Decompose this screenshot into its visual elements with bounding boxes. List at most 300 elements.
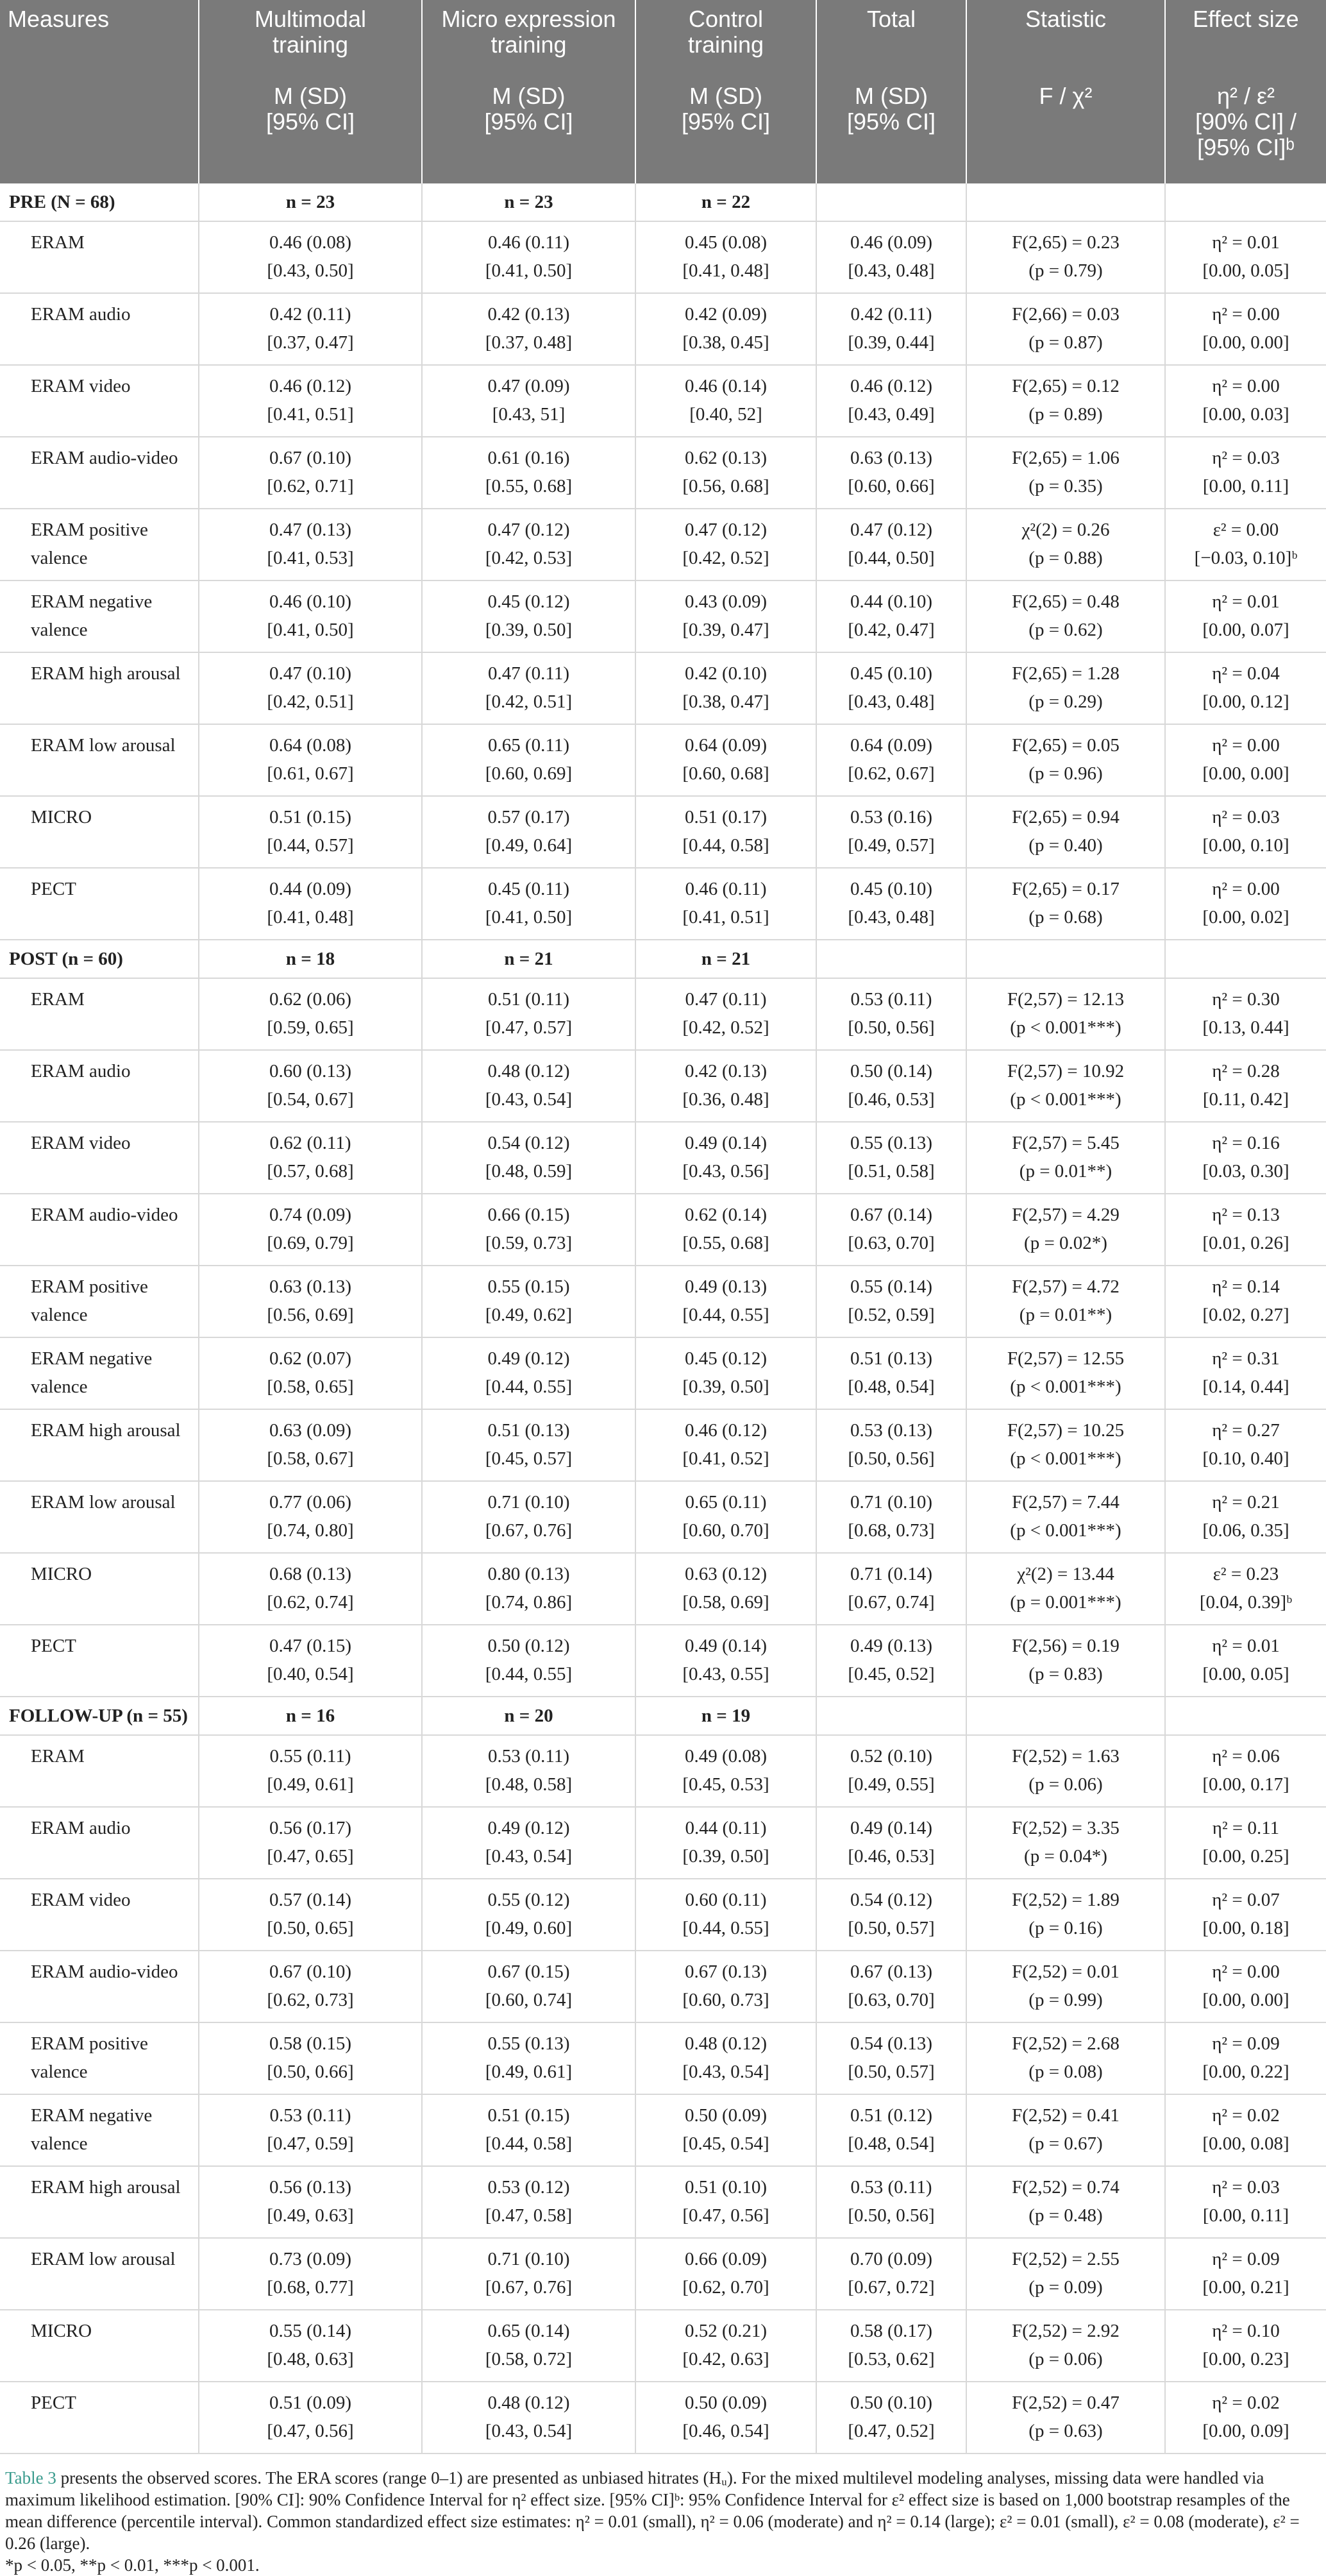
group-sample-size: n = 16 xyxy=(199,1697,422,1735)
cell-line: 0.77 (0.06) xyxy=(269,1492,352,1513)
cell-line: [0.42, 0.53] xyxy=(485,548,573,568)
control-cell xyxy=(635,2310,816,2382)
total-cell xyxy=(816,293,966,365)
table-body xyxy=(0,183,1326,2453)
empty-cell xyxy=(966,183,1165,221)
cell-line: [0.50, 0.57] xyxy=(848,2062,935,2082)
cell-line: [0.47, 0.59] xyxy=(267,2133,354,2154)
cell-line: [0.41, 0.50] xyxy=(267,620,354,640)
cell-line: [0.62, 0.67] xyxy=(848,763,935,784)
micro-cell xyxy=(422,293,635,365)
cell-line: η² = 0.16 xyxy=(1212,1133,1280,1153)
cell-line: 0.46 (0.11) xyxy=(685,879,767,899)
control-cell xyxy=(635,1409,816,1481)
cell-line: [0.44, 0.55] xyxy=(682,1305,769,1325)
cell-line: ERAM negative xyxy=(31,591,153,612)
cell-line: ERAM low arousal xyxy=(31,1492,176,1513)
cell-line: MICRO xyxy=(31,807,92,827)
cell-line: 0.62 (0.14) xyxy=(684,1205,768,1225)
micro-cell xyxy=(422,1553,635,1625)
stat-cell xyxy=(966,293,1165,365)
total-cell xyxy=(816,796,966,868)
cell-line: (p = 0.67) xyxy=(1028,2133,1103,2154)
column-header xyxy=(816,0,966,77)
cell-line: 0.49 (0.14) xyxy=(684,1133,768,1153)
cell-line: [0.54, 0.67] xyxy=(267,1089,354,1110)
cell-line: [0.48, 0.59] xyxy=(485,1161,573,1182)
cell-line: F(2,65) = 0.94 xyxy=(1012,807,1120,827)
cell-line: η² = 0.03 xyxy=(1212,807,1280,827)
cell-line: [0.43, 0.54] xyxy=(485,2421,573,2441)
cell-line: 0.53 (0.11) xyxy=(488,1746,569,1767)
cell-line: 0.54 (0.12) xyxy=(487,1133,570,1153)
cell-line: (p = 0.04*) xyxy=(1024,1846,1107,1867)
cell-line: F(2,65) = 0.12 xyxy=(1012,376,1120,396)
cell-line: ERAM high arousal xyxy=(31,1420,181,1441)
cell-line: [0.60, 0.68] xyxy=(682,763,769,784)
effect-cell xyxy=(1165,1625,1326,1697)
effect-cell xyxy=(1165,1879,1326,1951)
cell-line: (p = 0.89) xyxy=(1028,404,1103,425)
cell-line: (p < 0.001***) xyxy=(1010,1017,1121,1038)
cell-line: 0.47 (0.12) xyxy=(850,520,933,540)
cell-line: ERAM video xyxy=(31,1890,131,1910)
micro-cell xyxy=(422,2022,635,2094)
measure-name xyxy=(0,293,199,365)
cell-line xyxy=(31,759,194,788)
measure-name xyxy=(0,1481,199,1553)
cell-line: [0.41, 0.48] xyxy=(267,907,354,928)
effect-cell xyxy=(1165,796,1326,868)
cell-line: PECT xyxy=(31,2393,76,2413)
table-row xyxy=(0,652,1326,724)
group-sample-size: n = 22 xyxy=(635,183,816,221)
cell-line: [0.45, 0.54] xyxy=(682,2133,769,2154)
table-row xyxy=(0,1879,1326,1951)
cell-line: [0.43, 0.48] xyxy=(848,260,935,281)
cell-line: [0.43, 0.48] xyxy=(848,907,935,928)
cell-line: η² = 0.14 xyxy=(1212,1276,1280,1297)
effect-cell xyxy=(1165,1409,1326,1481)
cell-line: [0.49, 0.64] xyxy=(485,835,573,856)
column-subheader-label: [90% CI] / xyxy=(1195,108,1297,135)
total-cell xyxy=(816,1735,966,1807)
effect-cell xyxy=(1165,1951,1326,2022)
cell-line: η² = 0.01 xyxy=(1212,232,1280,253)
cell-line: [0.00, 0.11] xyxy=(1202,476,1289,496)
cell-line: F(2,52) = 1.89 xyxy=(1012,1890,1120,1910)
cell-line: (p = 0.63) xyxy=(1028,2421,1103,2441)
micro-cell xyxy=(422,1481,635,1553)
group-sample-size: n = 19 xyxy=(635,1697,816,1735)
cell-line: 0.64 (0.09) xyxy=(850,735,933,756)
cell-line: η² = 0.04 xyxy=(1212,663,1280,684)
cell-line: F(2,52) = 2.92 xyxy=(1012,2321,1120,2341)
cell-line: ERAM positive xyxy=(31,1276,148,1297)
table-row xyxy=(0,2166,1326,2238)
stat-cell xyxy=(966,978,1165,1050)
cell-line: η² = 0.10 xyxy=(1212,2321,1280,2341)
cell-line: [0.44, 0.50] xyxy=(848,548,935,568)
total-cell xyxy=(816,1879,966,1951)
cell-line: [0.14, 0.44] xyxy=(1202,1377,1289,1397)
cell-line: [0.47, 0.52] xyxy=(848,2421,935,2441)
cell-line: [0.42, 0.51] xyxy=(485,691,573,712)
cell-line: [0.48, 0.58] xyxy=(485,1774,573,1795)
table-row xyxy=(0,1266,1326,1337)
cell-line xyxy=(31,1157,194,1185)
cell-line: [0.55, 0.68] xyxy=(485,476,573,496)
cell-line xyxy=(31,1986,194,2014)
table-row xyxy=(0,293,1326,365)
stat-cell xyxy=(966,1122,1165,1194)
measure-name xyxy=(0,1951,199,2022)
cell-line: 0.51 (0.09) xyxy=(269,2393,352,2413)
cell-line: 0.62 (0.07) xyxy=(269,1348,352,1369)
table-row xyxy=(0,868,1326,940)
table-row xyxy=(0,978,1326,1050)
column-subheader-label: [95% CI] xyxy=(484,108,573,135)
group-sample-size: n = 21 xyxy=(422,940,635,978)
multi-cell xyxy=(199,1409,422,1481)
cell-line: 0.53 (0.11) xyxy=(850,2177,932,2198)
cell-line: 0.49 (0.14) xyxy=(684,1636,768,1656)
cell-line: [0.49, 0.62] xyxy=(485,1305,573,1325)
multi-cell xyxy=(199,293,422,365)
control-cell xyxy=(635,437,816,509)
multi-cell xyxy=(199,2166,422,2238)
effect-cell xyxy=(1165,365,1326,437)
multi-cell xyxy=(199,221,422,293)
multi-cell xyxy=(199,1266,422,1337)
cell-line: [0.48, 0.54] xyxy=(848,2133,935,2154)
cell-line: 0.62 (0.11) xyxy=(269,1133,351,1153)
control-cell xyxy=(635,1735,816,1807)
cell-line: (p = 0.09) xyxy=(1028,2277,1103,2298)
cell-line: [0.41, 0.51] xyxy=(682,907,769,928)
column-subheader xyxy=(966,77,1165,183)
table-header xyxy=(0,0,1326,183)
cell-line: [0.55, 0.68] xyxy=(682,1233,769,1253)
cell-line: [0.58, 0.65] xyxy=(267,1377,354,1397)
cell-line: η² = 0.03 xyxy=(1212,2177,1280,2198)
cell-line: 0.55 (0.13) xyxy=(487,2033,570,2054)
cell-line: [0.00, 0.17] xyxy=(1202,1774,1289,1795)
column-subheader xyxy=(1165,77,1326,183)
table-row xyxy=(0,437,1326,509)
control-cell xyxy=(635,1879,816,1951)
control-cell xyxy=(635,1050,816,1122)
cell-line: 0.48 (0.12) xyxy=(487,2393,570,2413)
cell-line: (p = 0.96) xyxy=(1028,763,1103,784)
cell-line: [0.44, 0.57] xyxy=(267,835,354,856)
cell-line: [0.48, 0.54] xyxy=(848,1377,935,1397)
cell-line: 0.49 (0.13) xyxy=(850,1636,933,1656)
table-row xyxy=(0,1553,1326,1625)
cell-line: (p = 0.62) xyxy=(1028,620,1103,640)
cell-line: 0.62 (0.06) xyxy=(269,989,352,1010)
total-cell xyxy=(816,509,966,580)
cell-line: [0.49, 0.61] xyxy=(267,1774,354,1795)
micro-cell xyxy=(422,978,635,1050)
empty-cell xyxy=(816,183,966,221)
cell-line: [0.47, 0.58] xyxy=(485,2205,573,2226)
measure-name xyxy=(0,2022,199,2094)
cell-line: η² = 0.02 xyxy=(1212,2105,1280,2126)
effect-cell xyxy=(1165,1481,1326,1553)
cell-line: 0.52 (0.10) xyxy=(850,1746,933,1767)
empty-cell xyxy=(816,940,966,978)
measure-name xyxy=(0,652,199,724)
cell-line: 0.57 (0.14) xyxy=(269,1890,352,1910)
stat-cell xyxy=(966,1625,1165,1697)
cell-line: 0.66 (0.09) xyxy=(684,2249,768,2269)
cell-line: 0.42 (0.09) xyxy=(684,304,768,325)
cell-line: 0.65 (0.14) xyxy=(487,2321,570,2341)
cell-line: 0.71 (0.10) xyxy=(487,2249,570,2269)
multi-cell xyxy=(199,1481,422,1553)
cell-line: 0.50 (0.12) xyxy=(487,1636,570,1656)
cell-line: 0.64 (0.08) xyxy=(269,735,352,756)
control-cell xyxy=(635,1266,816,1337)
micro-cell xyxy=(422,868,635,940)
cell-line xyxy=(31,1013,194,1042)
cell-line: [0.44, 0.58] xyxy=(682,835,769,856)
stat-cell xyxy=(966,365,1165,437)
cell-line: [0.00, 0.10] xyxy=(1202,835,1289,856)
cell-line: (p = 0.02*) xyxy=(1024,1233,1107,1253)
micro-cell xyxy=(422,2310,635,2382)
cell-line: F(2,65) = 0.48 xyxy=(1012,591,1120,612)
cell-line: [0.41, 0.53] xyxy=(267,548,354,568)
cell-line: 0.56 (0.17) xyxy=(269,1818,352,1838)
column-subheader-label: [95% CI] xyxy=(681,108,771,135)
micro-cell xyxy=(422,1194,635,1266)
cell-line: 0.65 (0.11) xyxy=(488,735,569,756)
group-sample-size: n = 21 xyxy=(635,940,816,978)
cell-line: 0.62 (0.13) xyxy=(684,448,768,468)
cell-line: 0.67 (0.13) xyxy=(684,1962,768,1982)
total-cell xyxy=(816,2166,966,2238)
empty-cell xyxy=(966,1697,1165,1735)
total-cell xyxy=(816,724,966,796)
cell-line: 0.46 (0.11) xyxy=(488,232,569,253)
cell-line: 0.63 (0.12) xyxy=(684,1564,768,1584)
cell-line: η² = 0.01 xyxy=(1212,1636,1280,1656)
cell-line: (p = 0.87) xyxy=(1028,332,1103,353)
cell-line: 0.53 (0.13) xyxy=(850,1420,933,1441)
stat-cell xyxy=(966,2310,1165,2382)
effect-cell xyxy=(1165,1553,1326,1625)
micro-cell xyxy=(422,2382,635,2453)
total-cell xyxy=(816,221,966,293)
empty-cell xyxy=(1165,1697,1326,1735)
cell-line: (p = 0.68) xyxy=(1028,907,1103,928)
multi-cell xyxy=(199,652,422,724)
cell-line: (p = 0.99) xyxy=(1028,1990,1103,2010)
cell-line: [0.00, 0.00] xyxy=(1202,332,1289,353)
total-cell xyxy=(816,580,966,652)
measure-name xyxy=(0,868,199,940)
cell-line: [0.41, 0.51] xyxy=(267,404,354,425)
cell-line: ERAM low arousal xyxy=(31,2249,176,2269)
multi-cell xyxy=(199,2382,422,2453)
effect-cell xyxy=(1165,2094,1326,2166)
cell-line: [0.41, 0.52] xyxy=(682,1448,769,1469)
micro-cell xyxy=(422,1122,635,1194)
column-header-label: Multimodal xyxy=(254,6,367,32)
cell-line: ERAM video xyxy=(31,376,131,396)
cell-line: [0.62, 0.71] xyxy=(267,476,354,496)
measure-name xyxy=(0,1735,199,1807)
cell-line: valence xyxy=(31,620,88,640)
table-row xyxy=(0,1194,1326,1266)
effect-cell xyxy=(1165,1050,1326,1122)
cell-line: [0.45, 0.57] xyxy=(485,1448,573,1469)
control-cell xyxy=(635,2094,816,2166)
control-cell xyxy=(635,1625,816,1697)
total-cell xyxy=(816,1266,966,1337)
cell-line: η² = 0.00 xyxy=(1212,1962,1280,1982)
control-cell xyxy=(635,1337,816,1409)
cell-line: [0.43, 0.48] xyxy=(848,691,935,712)
cell-line: [0.67, 0.74] xyxy=(848,1592,935,1613)
total-cell xyxy=(816,1409,966,1481)
cell-line: 0.42 (0.10) xyxy=(684,663,768,684)
cell-line: ERAM audio xyxy=(31,1818,131,1838)
cell-line: 0.55 (0.13) xyxy=(850,1133,933,1153)
multi-cell xyxy=(199,2310,422,2382)
measure-name xyxy=(0,1625,199,1697)
cell-line xyxy=(31,400,194,428)
cell-line: (p = 0.40) xyxy=(1028,835,1103,856)
cell-line xyxy=(31,1660,194,1688)
cell-line: (p = 0.29) xyxy=(1028,691,1103,712)
total-cell xyxy=(816,2094,966,2166)
cell-line: (p = 0.08) xyxy=(1028,2062,1103,2082)
total-cell xyxy=(816,1337,966,1409)
cell-line: 0.46 (0.09) xyxy=(850,232,933,253)
table-row xyxy=(0,221,1326,293)
multi-cell xyxy=(199,1553,422,1625)
table-row xyxy=(0,2382,1326,2453)
cell-line: 0.46 (0.14) xyxy=(684,376,768,396)
stat-cell xyxy=(966,1481,1165,1553)
cell-line: [0.52, 0.59] xyxy=(848,1305,935,1325)
effect-cell xyxy=(1165,1122,1326,1194)
cell-line: [0.49, 0.57] xyxy=(848,835,935,856)
measure-name xyxy=(0,221,199,293)
cell-line: [0.67, 0.72] xyxy=(848,2277,935,2298)
table-row xyxy=(0,365,1326,437)
cell-line: 0.42 (0.13) xyxy=(684,1061,768,1081)
effect-cell xyxy=(1165,2166,1326,2238)
cell-line: [0.56, 0.69] xyxy=(267,1305,354,1325)
column-header-label: Control xyxy=(688,6,764,32)
cell-line: 0.54 (0.12) xyxy=(850,1890,933,1910)
multi-cell xyxy=(199,1807,422,1879)
cell-line: 0.49 (0.08) xyxy=(684,1746,768,1767)
cell-line: 0.67 (0.15) xyxy=(487,1962,570,1982)
cell-line: [−0.03, 0.10]ᵇ xyxy=(1194,548,1298,568)
cell-line: [0.42, 0.47] xyxy=(848,620,935,640)
multi-cell xyxy=(199,2094,422,2166)
measure-name xyxy=(0,580,199,652)
effect-cell xyxy=(1165,509,1326,580)
cell-line: [0.00, 0.03] xyxy=(1202,404,1289,425)
multi-cell xyxy=(199,1050,422,1122)
control-cell xyxy=(635,978,816,1050)
column-subheader xyxy=(0,77,199,183)
cell-line: [0.58, 0.69] xyxy=(682,1592,769,1613)
effect-cell xyxy=(1165,724,1326,796)
measure-name xyxy=(0,1879,199,1951)
multi-cell xyxy=(199,509,422,580)
table-reference-link[interactable]: Table 3 xyxy=(5,2468,56,2487)
cell-line: [0.00, 0.21] xyxy=(1202,2277,1289,2298)
cell-line: η² = 0.27 xyxy=(1212,1420,1280,1441)
cell-line: [0.45, 0.53] xyxy=(682,1774,769,1795)
cell-line: (p = 0.48) xyxy=(1028,2205,1103,2226)
stat-cell xyxy=(966,580,1165,652)
cell-line: [0.06, 0.35] xyxy=(1202,1520,1289,1541)
cell-line: [0.00, 0.09] xyxy=(1202,2421,1289,2441)
cell-line: [0.74, 0.86] xyxy=(485,1592,573,1613)
cell-line: [0.40, 0.54] xyxy=(267,1664,354,1684)
cell-line: (p = 0.06) xyxy=(1028,2349,1103,2369)
table-row xyxy=(0,1481,1326,1553)
cell-line: η² = 0.21 xyxy=(1212,1492,1280,1513)
cell-line: 0.73 (0.09) xyxy=(269,2249,352,2269)
cell-line: [0.50, 0.56] xyxy=(848,1017,935,1038)
cell-line: 0.67 (0.10) xyxy=(269,448,352,468)
cell-line: [0.58, 0.67] xyxy=(267,1448,354,1469)
cell-line: 0.55 (0.11) xyxy=(269,1746,351,1767)
cell-line: [0.37, 0.48] xyxy=(485,332,573,353)
measure-name xyxy=(0,1194,199,1266)
cell-line: 0.56 (0.13) xyxy=(269,2177,352,2198)
total-cell xyxy=(816,1122,966,1194)
cell-line xyxy=(31,1229,194,1257)
cell-line: F(2,52) = 0.47 xyxy=(1012,2393,1120,2413)
control-cell xyxy=(635,580,816,652)
cell-line: [0.41, 0.50] xyxy=(485,260,573,281)
cell-line: ERAM audio-video xyxy=(31,1205,178,1225)
measure-name xyxy=(0,1050,199,1122)
micro-cell xyxy=(422,1409,635,1481)
cell-line: 0.45 (0.12) xyxy=(684,1348,768,1369)
total-cell xyxy=(816,2310,966,2382)
cell-line xyxy=(31,831,194,860)
section-header-row xyxy=(0,1697,1326,1735)
effect-cell xyxy=(1165,1266,1326,1337)
total-cell xyxy=(816,978,966,1050)
effect-cell xyxy=(1165,652,1326,724)
cell-line: [0.41, 0.50] xyxy=(485,907,573,928)
micro-cell xyxy=(422,1879,635,1951)
cell-line: [0.50, 0.56] xyxy=(848,2205,935,2226)
multi-cell xyxy=(199,724,422,796)
effect-cell xyxy=(1165,1337,1326,1409)
cell-line: [0.50, 0.65] xyxy=(267,1918,354,1938)
cell-line xyxy=(31,2201,194,2230)
cell-line: [0.67, 0.76] xyxy=(485,1520,573,1541)
column-header xyxy=(1165,0,1326,77)
control-cell xyxy=(635,652,816,724)
cell-line: [0.60, 0.66] xyxy=(848,476,935,496)
table-row xyxy=(0,2022,1326,2094)
cell-line: 0.47 (0.12) xyxy=(487,520,570,540)
